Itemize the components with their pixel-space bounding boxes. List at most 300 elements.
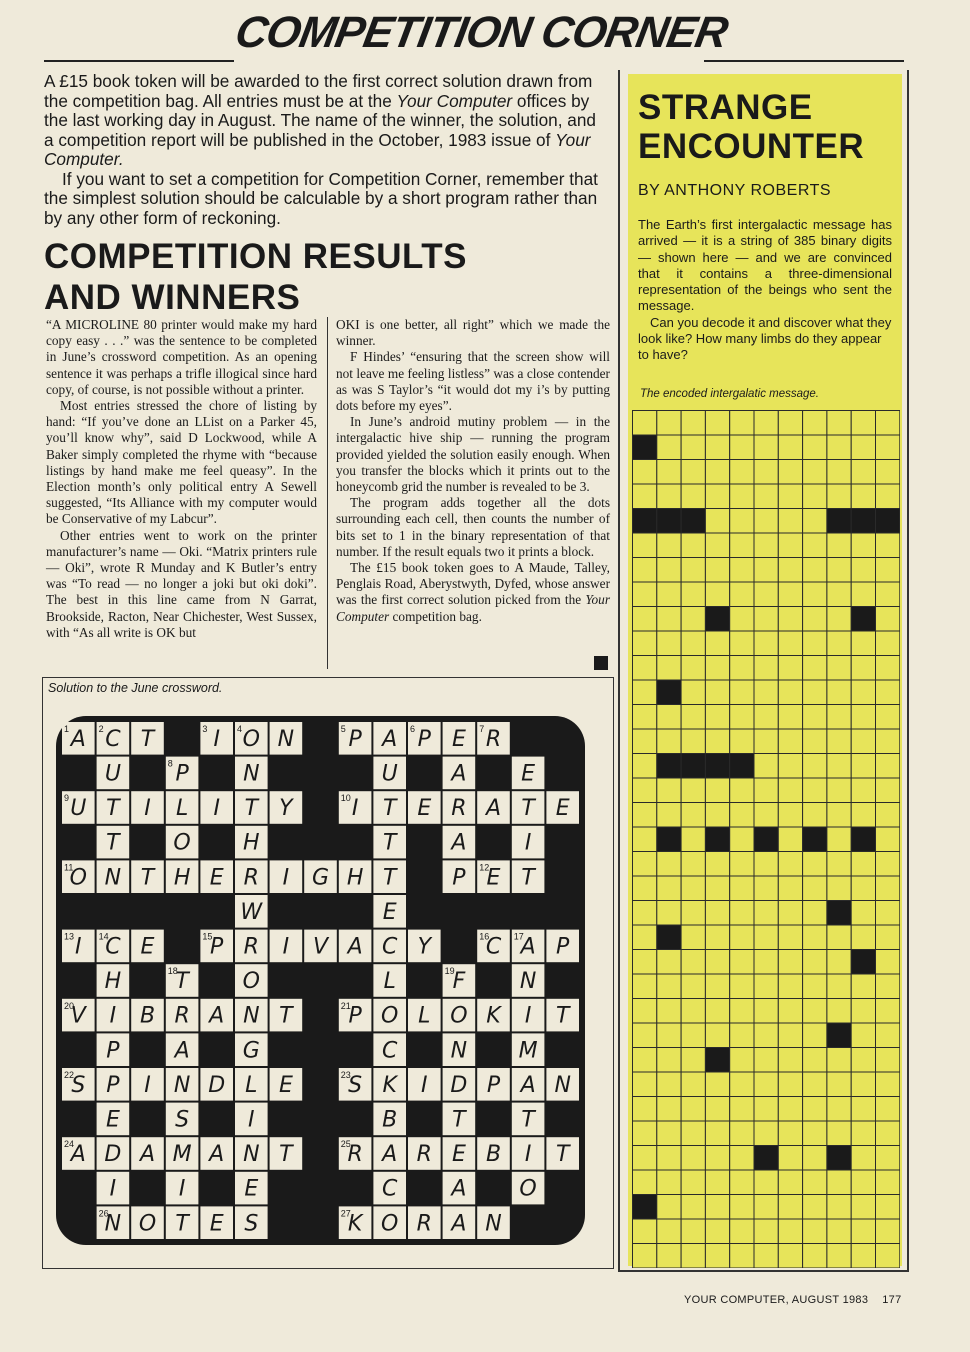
crossword-letter: I: [75, 934, 82, 960]
message-bit-off: [633, 1170, 657, 1195]
message-bit-off: [681, 1121, 705, 1146]
message-bit-off: [730, 1072, 754, 1097]
message-bit-off: [657, 1072, 681, 1097]
message-bit-off: [851, 1121, 875, 1146]
message-bit-off: [681, 1097, 705, 1122]
message-bit-off: [754, 460, 778, 485]
message-bit-off: [803, 778, 827, 803]
message-bit-off: [876, 1048, 900, 1073]
message-bit-off: [705, 1097, 729, 1122]
crossword-letter: O: [138, 1211, 157, 1237]
crossword-letter: T: [521, 796, 535, 822]
crossword-letter: N: [243, 1142, 260, 1168]
message-bit-off: [730, 778, 754, 803]
message-bit-on: [657, 827, 681, 852]
message-bit-off: [657, 1244, 681, 1269]
crossword-clue-number: 16: [479, 931, 490, 942]
crossword-clue-number: 10: [340, 793, 351, 804]
crossword-clue-number: 26: [98, 1208, 109, 1219]
message-bit-off: [730, 656, 754, 681]
crossword-letter: E: [451, 1142, 466, 1168]
message-bit-off: [803, 435, 827, 460]
results-heading: [44, 236, 604, 318]
crossword-letter: O: [381, 1003, 399, 1029]
message-bit-off: [657, 803, 681, 828]
results-paragraph: Most entries stressed the chore of listing by hand: “If you’ve done an LList on a Parker 45, you’ll know why”, said D Lockwood, while A Baker simply completed the rhyme with “because listings by hand make me feel queasy”. In the Election month’s only political entry A Sewell suggested, “Its Alliance with my computer would be Conservative of my Labcur”.: [46, 398, 317, 527]
crossword-letter: P: [348, 726, 362, 752]
message-bit-off: [851, 1195, 875, 1220]
results-paragraph: OKI is one better, all right” which we made the winner.: [336, 317, 610, 349]
crossword-letter: A: [347, 934, 363, 960]
message-bit-off: [705, 582, 729, 607]
crossword-letter: D: [208, 1072, 226, 1098]
message-bit-off: [705, 852, 729, 877]
message-bit-off: [876, 803, 900, 828]
crossword-letter: R: [243, 865, 259, 891]
message-bit-off: [851, 925, 875, 950]
message-bit-off: [803, 974, 827, 999]
message-bit-off: [705, 999, 729, 1024]
crossword-letter: L: [383, 969, 396, 995]
results-paragraph: The program adds together all the dots surrounding each cell, then counts the number of bits set to 1 in the binary representation of that number. If the result equals two it prints a block.: [336, 495, 610, 559]
message-bit-off: [778, 582, 802, 607]
message-bit-off: [876, 876, 900, 901]
message-bit-off: [778, 1097, 802, 1122]
message-bit-off: [851, 1048, 875, 1073]
crossword-letter: A: [382, 1142, 398, 1168]
message-bit-off: [657, 607, 681, 632]
message-bit-on: [827, 901, 851, 926]
crossword-letter: T: [279, 1003, 293, 1029]
message-bit-off: [681, 484, 705, 509]
message-bit-off: [803, 754, 827, 779]
message-bit-off: [851, 729, 875, 754]
message-bit-off: [778, 435, 802, 460]
crossword-clue-number: 18: [167, 966, 178, 977]
crossword-letter: M: [172, 1142, 192, 1168]
crossword-letter: I: [351, 796, 359, 822]
message-bit-on: [851, 827, 875, 852]
message-bit-off: [778, 827, 802, 852]
message-bit-off: [778, 1146, 802, 1171]
crossword-clue-number: 24: [64, 1139, 75, 1150]
message-bit-off: [705, 705, 729, 730]
message-bit-off: [803, 901, 827, 926]
message-bit-off: [657, 1219, 681, 1244]
encounter-title-line: ENCOUNTER: [638, 127, 865, 166]
message-bit-off: [803, 1048, 827, 1073]
message-bit-off: [633, 484, 657, 509]
message-bit-off: [778, 1170, 802, 1195]
message-bit-off: [754, 876, 778, 901]
message-bit-off: [778, 656, 802, 681]
crossword-clue-number: 4: [237, 724, 243, 734]
message-bit-off: [657, 729, 681, 754]
message-bit-off: [657, 999, 681, 1024]
message-bit-off: [851, 876, 875, 901]
crossword-letter: E: [209, 1211, 224, 1237]
message-bit-off: [633, 754, 657, 779]
crossword-letter: L: [245, 1072, 258, 1098]
crossword-letter: E: [105, 1107, 120, 1133]
message-bit-off: [657, 1048, 681, 1073]
crossword-letter: T: [382, 865, 397, 891]
crossword-clue-number: 3: [202, 724, 208, 734]
message-bit-off: [778, 852, 802, 877]
crossword-letter: E: [209, 865, 224, 891]
crossword-clue-number: 25: [340, 1139, 351, 1150]
message-bit-off: [778, 876, 802, 901]
crossword-letter: C: [382, 934, 398, 960]
message-bit-off: [730, 411, 754, 436]
message-bit-off: [827, 1072, 851, 1097]
message-bit-off: [681, 656, 705, 681]
message-bit-off: [754, 1072, 778, 1097]
crossword-letter: A: [485, 796, 502, 822]
message-bit-off: [730, 460, 754, 485]
message-bit-off: [827, 729, 851, 754]
message-bit-off: [754, 656, 778, 681]
message-bit-off: [705, 1121, 729, 1146]
message-bit-off: [633, 729, 657, 754]
message-bit-off: [730, 1195, 754, 1220]
message-bit-off: [730, 999, 754, 1024]
message-bit-off: [851, 460, 875, 485]
crossword-letter: P: [175, 761, 189, 787]
message-bit-off: [633, 876, 657, 901]
message-bit-off: [851, 803, 875, 828]
message-bit-off: [681, 1219, 705, 1244]
message-bit-off: [681, 1244, 705, 1269]
message-bit-off: [633, 607, 657, 632]
message-bit-off: [657, 1121, 681, 1146]
message-bit-on: [681, 509, 705, 534]
message-bit-off: [827, 1244, 851, 1269]
message-bit-off: [778, 411, 802, 436]
message-bit-off: [851, 435, 875, 460]
message-bit-off: [827, 582, 851, 607]
crossword-letter: C: [105, 726, 121, 752]
crossword-letter: R: [347, 1142, 363, 1168]
crossword-letter: I: [282, 934, 290, 960]
message-bit-off: [657, 1170, 681, 1195]
message-bit-off: [657, 705, 681, 730]
crossword-letter: P: [452, 865, 466, 891]
message-bit-off: [876, 1195, 900, 1220]
message-bit-off: [633, 999, 657, 1024]
message-bit-off: [681, 680, 705, 705]
message-bit-off: [754, 411, 778, 436]
results-column-right: [336, 317, 610, 625]
message-bit-off: [681, 435, 705, 460]
message-bit-off: [754, 974, 778, 999]
message-bit-off: [827, 1170, 851, 1195]
message-bit-off: [633, 533, 657, 558]
message-bit-off: [851, 484, 875, 509]
crossword-clue-number: 8: [167, 758, 173, 769]
results-paragraph: “A MICROLINE 80 printer would make my hard copy easy . . .” was the sentence to be completed in June’s crossword competition. As an opening sentence it was perhaps a trifle illogical since hard copy, of course, is not possible without a printer.: [46, 317, 317, 397]
message-bit-off: [827, 558, 851, 583]
message-bit-off: [657, 460, 681, 485]
message-bit-off: [803, 1244, 827, 1269]
message-bit-off: [633, 411, 657, 436]
message-bit-off: [803, 852, 827, 877]
message-bit-off: [754, 533, 778, 558]
message-bit-off: [876, 484, 900, 509]
crossword-letter: T: [382, 830, 397, 856]
message-bit-off: [754, 754, 778, 779]
crossword-letter: V: [70, 1003, 86, 1029]
message-bit-off: [730, 558, 754, 583]
crossword-letter: Y: [417, 934, 432, 960]
message-bit-off: [705, 411, 729, 436]
message-bit-off: [827, 680, 851, 705]
message-bit-off: [803, 803, 827, 828]
message-bit-off: [730, 484, 754, 509]
message-bit-off: [705, 950, 729, 975]
crossword-letter: T: [521, 865, 535, 891]
intro-paragraph-2: If you want to set a competition for Competition Corner, remember that the simplest solution should be calculable by a short program rather than by any other form of reckoning.: [44, 168, 598, 228]
message-bit-off: [827, 974, 851, 999]
message-bit-off: [876, 631, 900, 656]
crossword-letter: S: [348, 1072, 363, 1098]
message-bit-off: [705, 435, 729, 460]
message-bit-off: [778, 680, 802, 705]
message-bit-off: [730, 1023, 754, 1048]
message-bit-off: [851, 1219, 875, 1244]
page-number: 177: [882, 1294, 902, 1306]
message-bit-on: [827, 509, 851, 534]
message-bit-off: [705, 533, 729, 558]
message-bit-off: [633, 460, 657, 485]
message-bit-off: [657, 582, 681, 607]
message-bit-on: [705, 754, 729, 779]
message-bit-off: [851, 558, 875, 583]
message-bit-off: [803, 876, 827, 901]
message-bit-off: [827, 411, 851, 436]
crossword-letter: I: [282, 865, 290, 891]
masthead-rule-right: [704, 60, 904, 62]
crossword-letter: N: [243, 761, 260, 787]
message-bit-off: [754, 558, 778, 583]
message-bit-off: [803, 1146, 827, 1171]
crossword-letter: B: [485, 1142, 502, 1168]
message-bit-off: [851, 582, 875, 607]
message-bit-off: [730, 435, 754, 460]
crossword-letter: U: [381, 761, 398, 787]
message-bit-off: [851, 1146, 875, 1171]
crossword-letter: O: [242, 726, 260, 752]
crossword-letter: D: [104, 1142, 122, 1168]
message-bit-off: [754, 852, 778, 877]
results-heading-line: COMPETITION RESULTS: [44, 237, 468, 276]
message-bit-on: [827, 1146, 851, 1171]
message-bit-off: [876, 729, 900, 754]
message-bit-off: [705, 460, 729, 485]
message-bit-off: [657, 901, 681, 926]
crossword-letter: P: [348, 1003, 362, 1029]
crossword-letter: I: [213, 796, 220, 822]
message-bit-off: [803, 1219, 827, 1244]
message-bit-off: [754, 1097, 778, 1122]
message-bit-off: [851, 1023, 875, 1048]
crossword-letter: U: [70, 796, 87, 822]
magazine-name: Your Computer.: [44, 129, 591, 169]
crossword-letter: O: [519, 1176, 537, 1202]
message-bit-off: [803, 582, 827, 607]
magazine-name: Your Computer: [336, 592, 610, 624]
message-bit-on: [851, 950, 875, 975]
message-bit-off: [633, 1244, 657, 1269]
message-bit-off: [633, 803, 657, 828]
crossword-letter: R: [174, 1003, 190, 1029]
message-bit-off: [754, 1048, 778, 1073]
message-bit-off: [827, 460, 851, 485]
message-bit-off: [633, 950, 657, 975]
message-bit-off: [778, 950, 802, 975]
crossword-letter: G: [242, 1038, 260, 1064]
message-bit-off: [657, 1195, 681, 1220]
message-bit-off: [681, 1072, 705, 1097]
crossword-letter: B: [382, 1107, 398, 1133]
message-bit-off: [754, 1195, 778, 1220]
message-bit-on: [657, 680, 681, 705]
encounter-byline: BY ANTHONY ROBERTS: [638, 182, 832, 199]
crossword-letter: R: [416, 1211, 432, 1237]
crossword-letter: T: [106, 830, 120, 856]
message-bit-off: [705, 656, 729, 681]
crossword-letter: T: [555, 1142, 570, 1168]
crossword-clue-number: 9: [64, 793, 70, 804]
crossword-clue-number: 17: [513, 931, 524, 942]
message-bit-off: [730, 680, 754, 705]
message-bit-off: [705, 901, 729, 926]
crossword-letter: N: [485, 1211, 502, 1237]
message-bit-off: [754, 999, 778, 1024]
message-bit-off: [633, 1023, 657, 1048]
crossword-letter: O: [242, 969, 260, 995]
message-bit-off: [754, 925, 778, 950]
message-bit-off: [633, 778, 657, 803]
crossword-clue-number: 11: [64, 862, 74, 873]
message-bit-off: [827, 1121, 851, 1146]
message-bit-off: [876, 533, 900, 558]
message-bit-off: [633, 705, 657, 730]
crossword-letter: D: [450, 1072, 468, 1098]
message-bit-off: [827, 484, 851, 509]
message-bit-off: [730, 509, 754, 534]
message-bit-on: [681, 754, 705, 779]
message-bit-off: [730, 1219, 754, 1244]
message-bit-off: [827, 533, 851, 558]
crossword-letter: R: [416, 1142, 432, 1168]
message-bit-off: [778, 925, 802, 950]
message-bit-off: [803, 1170, 827, 1195]
message-bit-off: [876, 1023, 900, 1048]
message-bit-off: [827, 754, 851, 779]
message-bit-off: [705, 680, 729, 705]
crossword-letter: A: [70, 726, 86, 752]
message-bit-on: [827, 1023, 851, 1048]
message-bit-off: [876, 607, 900, 632]
message-bit-off: [778, 607, 802, 632]
crossword-letter: I: [213, 726, 220, 752]
message-bit-off: [657, 435, 681, 460]
message-bit-off: [754, 484, 778, 509]
crossword-letter: H: [243, 830, 260, 856]
message-bit-off: [876, 778, 900, 803]
message-bit-off: [876, 1244, 900, 1269]
crossword-clue-number: 19: [444, 966, 455, 977]
crossword-clue-number: 14: [98, 931, 109, 942]
message-bit-off: [778, 484, 802, 509]
message-bit-off: [876, 656, 900, 681]
message-bit-off: [681, 411, 705, 436]
message-bit-off: [851, 852, 875, 877]
message-bit-off: [827, 876, 851, 901]
message-bit-off: [876, 1097, 900, 1122]
message-bit-off: [657, 950, 681, 975]
crossword-letter: L: [418, 1003, 431, 1029]
message-bit-off: [633, 827, 657, 852]
crossword-clue-number: 6: [410, 724, 416, 734]
message-bit-on: [851, 509, 875, 534]
message-bit-off: [851, 1097, 875, 1122]
message-bit-off: [827, 1048, 851, 1073]
message-bit-off: [851, 631, 875, 656]
message-bit-off: [681, 803, 705, 828]
message-bit-off: [730, 803, 754, 828]
crossword-letter: T: [279, 1142, 293, 1168]
crossword-letter: L: [175, 796, 189, 822]
message-bit-off: [778, 1121, 802, 1146]
crossword-clue-number: 7: [479, 724, 485, 734]
crossword-letter: K: [347, 1211, 363, 1237]
message-bit-off: [803, 656, 827, 681]
message-bit-on: [754, 827, 778, 852]
message-bit-off: [754, 803, 778, 828]
end-of-article-mark: [594, 656, 608, 670]
crossword-letter: A: [520, 1072, 536, 1098]
message-bit-on: [633, 435, 657, 460]
crossword-letter: C: [382, 1176, 398, 1202]
message-bit-off: [876, 1219, 900, 1244]
message-bit-off: [803, 999, 827, 1024]
message-bit-on: [705, 1048, 729, 1073]
crossword-caption: Solution to the June crossword.: [48, 681, 223, 695]
page-title: COMPETITION CORNER: [231, 8, 731, 57]
message-bit-off: [705, 1219, 729, 1244]
message-bit-off: [633, 558, 657, 583]
crossword-letter: E: [244, 1176, 259, 1202]
intro-text-b: offices by the last working day in August. The name of the winner, the solution, and a competition report will be published in the October, 1983 issue of: [44, 90, 596, 150]
message-bit-off: [803, 705, 827, 730]
message-bit-off: [876, 460, 900, 485]
message-bit-off: [730, 827, 754, 852]
message-bit-off: [754, 509, 778, 534]
message-bit-off: [754, 1170, 778, 1195]
crossword-letter: P: [210, 934, 224, 960]
message-bit-off: [851, 411, 875, 436]
message-bit-off: [803, 1195, 827, 1220]
crossword-letter: A: [209, 1003, 225, 1029]
crossword-letter: A: [70, 1142, 86, 1168]
message-bit-off: [730, 1121, 754, 1146]
crossword-letter: N: [104, 1211, 122, 1237]
encounter-paragraph: Can you decode it and discover what they look like? How many limbs do they appear to have?: [638, 314, 892, 363]
crossword-letter: M: [518, 1038, 538, 1064]
crossword-letter: I: [524, 830, 532, 856]
